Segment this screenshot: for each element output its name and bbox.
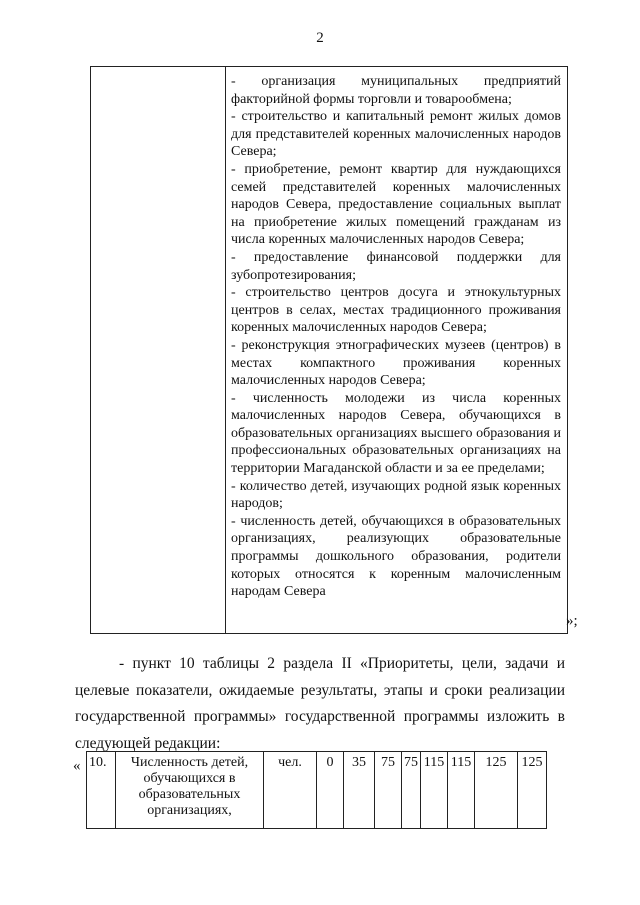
value-cell: 75: [402, 752, 421, 829]
list-item: - численность детей, обучающихся в образовательных организациях, реализующих образовательные программы дошкольного образования, родители которых относятся к коренным малочисленным народам Севера: [231, 513, 561, 600]
value-cell: 75: [375, 752, 402, 829]
value-cell: 0: [317, 752, 344, 829]
value-cell: 125: [518, 752, 547, 829]
value-cell: 115: [421, 752, 448, 829]
value-cell: 115: [448, 752, 475, 829]
unit-cell: чел.: [264, 752, 317, 829]
value-cell: 125: [475, 752, 518, 829]
closing-quote: »;: [566, 613, 578, 629]
list-item: - строительство центров досуга и этнокультурных центров в селах, местах традиционного проживания коренных малочисленных народов Севера;: [231, 285, 561, 336]
table-row: [87, 752, 547, 829]
value-cell: 35: [344, 752, 375, 829]
list-item: - строительство и капитальный ремонт жилых домов для представителей коренных малочисленных народов Севера;: [231, 109, 561, 160]
indicator-name: Численность детей, обучающихся в образовательных организациях,: [116, 752, 264, 829]
continuation-table: [90, 66, 568, 634]
list-item: - численность молодежи из числа коренных малочисленных народов Севера, обучающихся в образовательных организациях высшего образования и профессиональных образовательных организациях на территории Магаданской области и за ее пределами;: [231, 390, 561, 477]
list-item: - предоставление финансовой поддержки для зубопротезирования;: [231, 249, 561, 283]
column-divider: [225, 67, 226, 633]
opening-quote: «: [73, 758, 81, 774]
page-number: 2: [316, 30, 324, 46]
list-item: - приобретение, ремонт квартир для нуждающихся семей представителей коренных малочисленных народов Севера, предоставление социальных выплат на приобретение жилых помещений гражданам из числа коренных малочисленных народов Севера;: [231, 161, 561, 248]
list-item: - организация муниципальных предприятий факторийной формы торговли и товарообмена;: [231, 74, 561, 107]
indicator-table: [86, 751, 547, 829]
row-number: 10.: [87, 752, 116, 829]
list-item: - реконструкция этнографических музеев (центров) в местах компактного проживания коренных малочисленных народов Севера;: [231, 337, 561, 389]
amendment-paragraph: - пункт 10 таблицы 2 раздела II «Приоритеты, цели, задачи и целевые показатели, ожидаемые результаты, этапы и сроки реализации государственной программы» государственной программы изложить в следующей редакции:: [75, 655, 565, 752]
measures-list: [231, 73, 561, 601]
list-item: - количество детей, изучающих родной язык коренных народов;: [231, 478, 561, 512]
